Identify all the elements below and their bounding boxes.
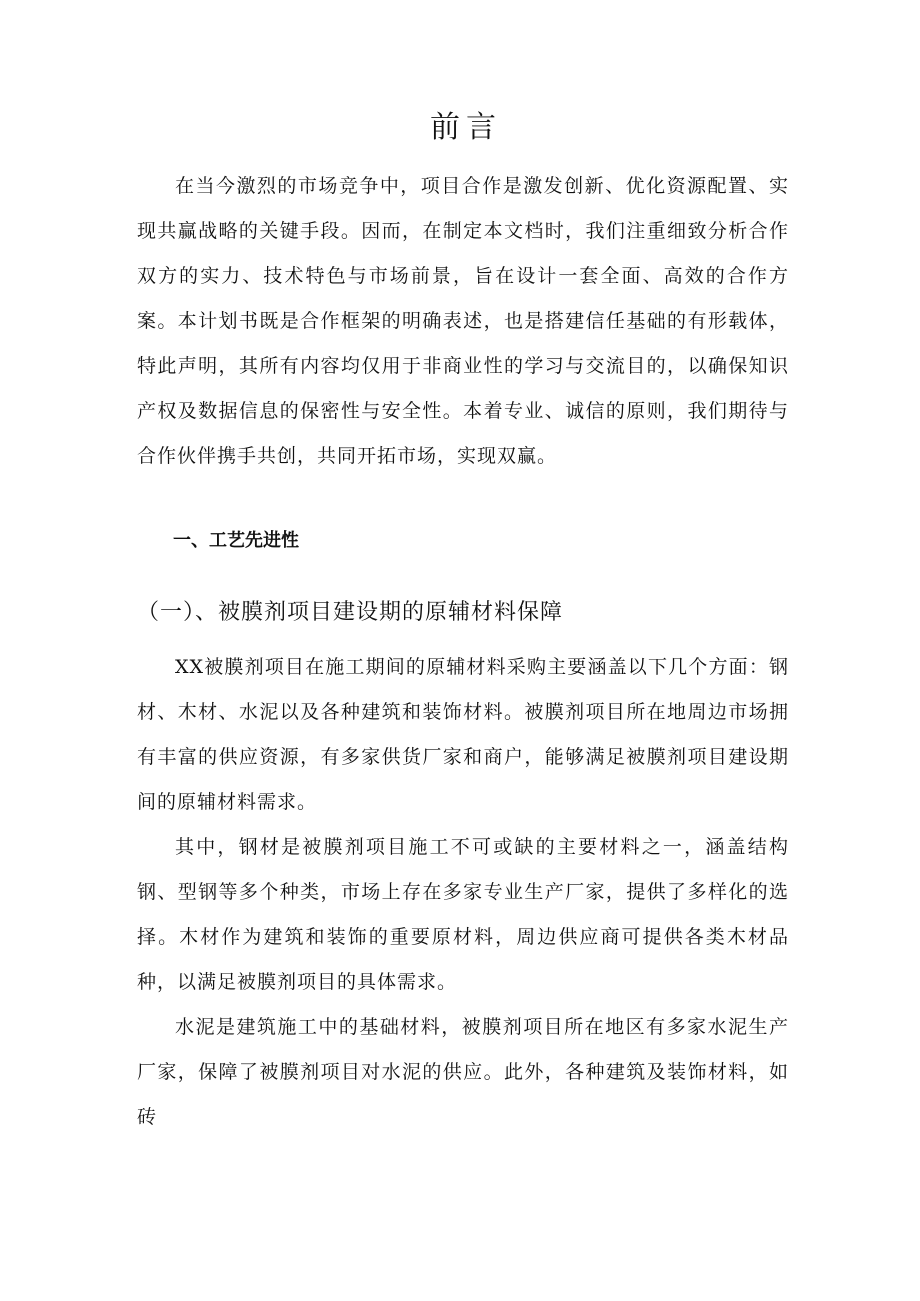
page-content	[137, 104, 789, 1140]
section-heading: 一、工艺先进性	[173, 530, 299, 551]
subsection-heading: （一）、被膜剂项目建设期的原辅材料保障	[137, 600, 564, 625]
document-title: 前言	[430, 110, 502, 145]
body-paragraph-3: 水泥是建筑施工中的基础材料，被膜剂项目所在地区有多家水泥生产厂家，保障了被膜剂项目对水泥的供应。此外，各种建筑及装饰材料，如砖	[137, 1016, 789, 1128]
body-paragraph-1: XX被膜剂项目在施工期间的原辅材料采购主要涵盖以下几个方面：钢材、木材、水泥以及各种建筑和装饰材料。被膜剂项目所在地周边市场拥有丰富的供应资源，有多家供货厂家和商户，能够满足被膜剂项目建设期间的原辅材料需求。	[137, 656, 789, 813]
body-paragraph-2: 其中，钢材是被膜剂项目施工不可或缺的主要材料之一，涵盖结构钢、型钢等多个种类，市场上存在多家专业生产厂家，提供了多样化的选择。木材作为建筑和装饰的重要原材料，周边供应商可提供各类木材品种，以满足被膜剂项目的具体需求。	[137, 836, 789, 993]
intro-paragraph: 在当今激烈的市场竞争中，项目合作是激发创新、优化资源配置、实现共赢战略的关键手段。因而，在制定本文档时，我们注重细致分析合作双方的实力、技术特色与市场前景，旨在设计一套全面、高效的合作方案。本计划书既是合作框架的明确表述，也是搭建信任基础的有形载体，特此声明，其所有内容均仅用于非商业性的学习与交流目的，以确保知识产权及数据信息的保密性与安全性。本着专业、诚信的原则，我们期待与合作伙伴携手共创，共同开拓市场，实现双赢。	[137, 175, 789, 467]
